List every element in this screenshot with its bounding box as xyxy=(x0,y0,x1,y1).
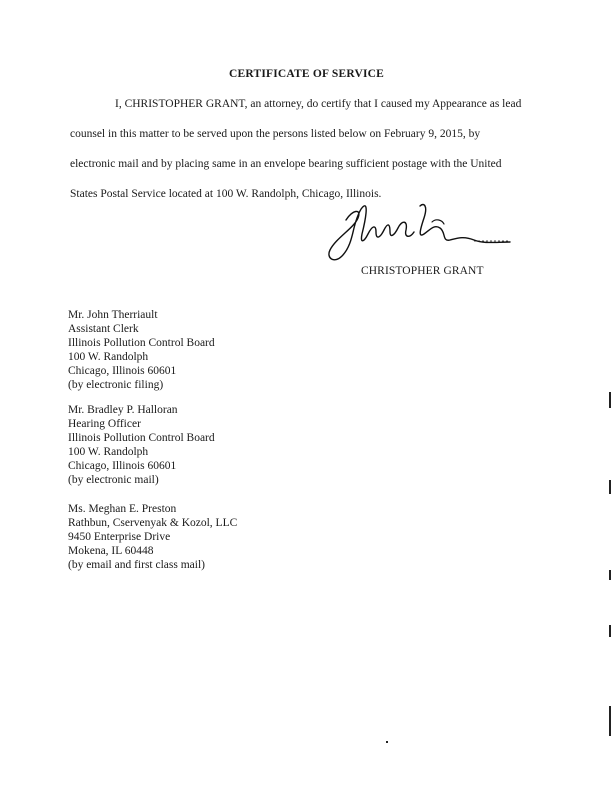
recipient-title: Hearing Officer xyxy=(68,418,141,430)
paragraph-line: States Postal Service located at 100 W. Randolph, Chicago, Illinois. xyxy=(70,188,382,200)
service-method: (by electronic mail) xyxy=(68,474,159,486)
scan-artifact xyxy=(386,741,388,743)
certification-paragraph xyxy=(70,89,560,209)
scan-artifact xyxy=(609,570,611,580)
recipient-city: Mokena, IL 60448 xyxy=(68,545,154,557)
recipient-organization: Illinois Pollution Control Board xyxy=(68,432,215,444)
recipient-street: 100 W. Randolph xyxy=(68,446,149,458)
recipient-organization: Rathbun, Cservenyak & Kozol, LLC xyxy=(68,517,238,529)
scan-artifact xyxy=(609,480,611,494)
paragraph-line: counsel in this matter to be served upon the persons listed below on February 9, 2015, by xyxy=(70,128,481,140)
recipient-name: Ms. Meghan E. Preston xyxy=(68,503,177,515)
paragraph-line: electronic mail and by placing same in an envelope bearing sufficient postage with the United xyxy=(70,158,502,170)
recipient-title: Assistant Clerk xyxy=(68,323,139,335)
paragraph-line: I, CHRISTOPHER GRANT, an attorney, do certify that I caused my Appearance as lead xyxy=(115,98,522,110)
service-recipient xyxy=(68,308,215,392)
recipient-city: Chicago, Illinois 60601 xyxy=(68,460,177,472)
handwritten-signature xyxy=(324,198,514,268)
service-method: (by email and first class mail) xyxy=(68,559,206,571)
recipient-city: Chicago, Illinois 60601 xyxy=(68,365,177,377)
recipient-organization: Illinois Pollution Control Board xyxy=(68,337,215,349)
document-title: CERTIFICATE OF SERVICE xyxy=(228,68,385,80)
service-recipient xyxy=(68,403,215,487)
signer-name: CHRISTOPHER GRANT xyxy=(361,265,484,277)
scan-artifact xyxy=(609,392,611,408)
recipient-name: Mr. Bradley P. Halloran xyxy=(68,404,178,416)
scan-artifact xyxy=(609,625,611,637)
service-method: (by electronic filing) xyxy=(68,379,164,391)
recipient-street: 9450 Enterprise Drive xyxy=(68,531,171,543)
recipient-street: 100 W. Randolph xyxy=(68,351,149,363)
scan-artifact xyxy=(609,706,611,736)
recipient-name: Mr. John Therriault xyxy=(68,309,158,321)
service-recipient xyxy=(68,502,237,572)
